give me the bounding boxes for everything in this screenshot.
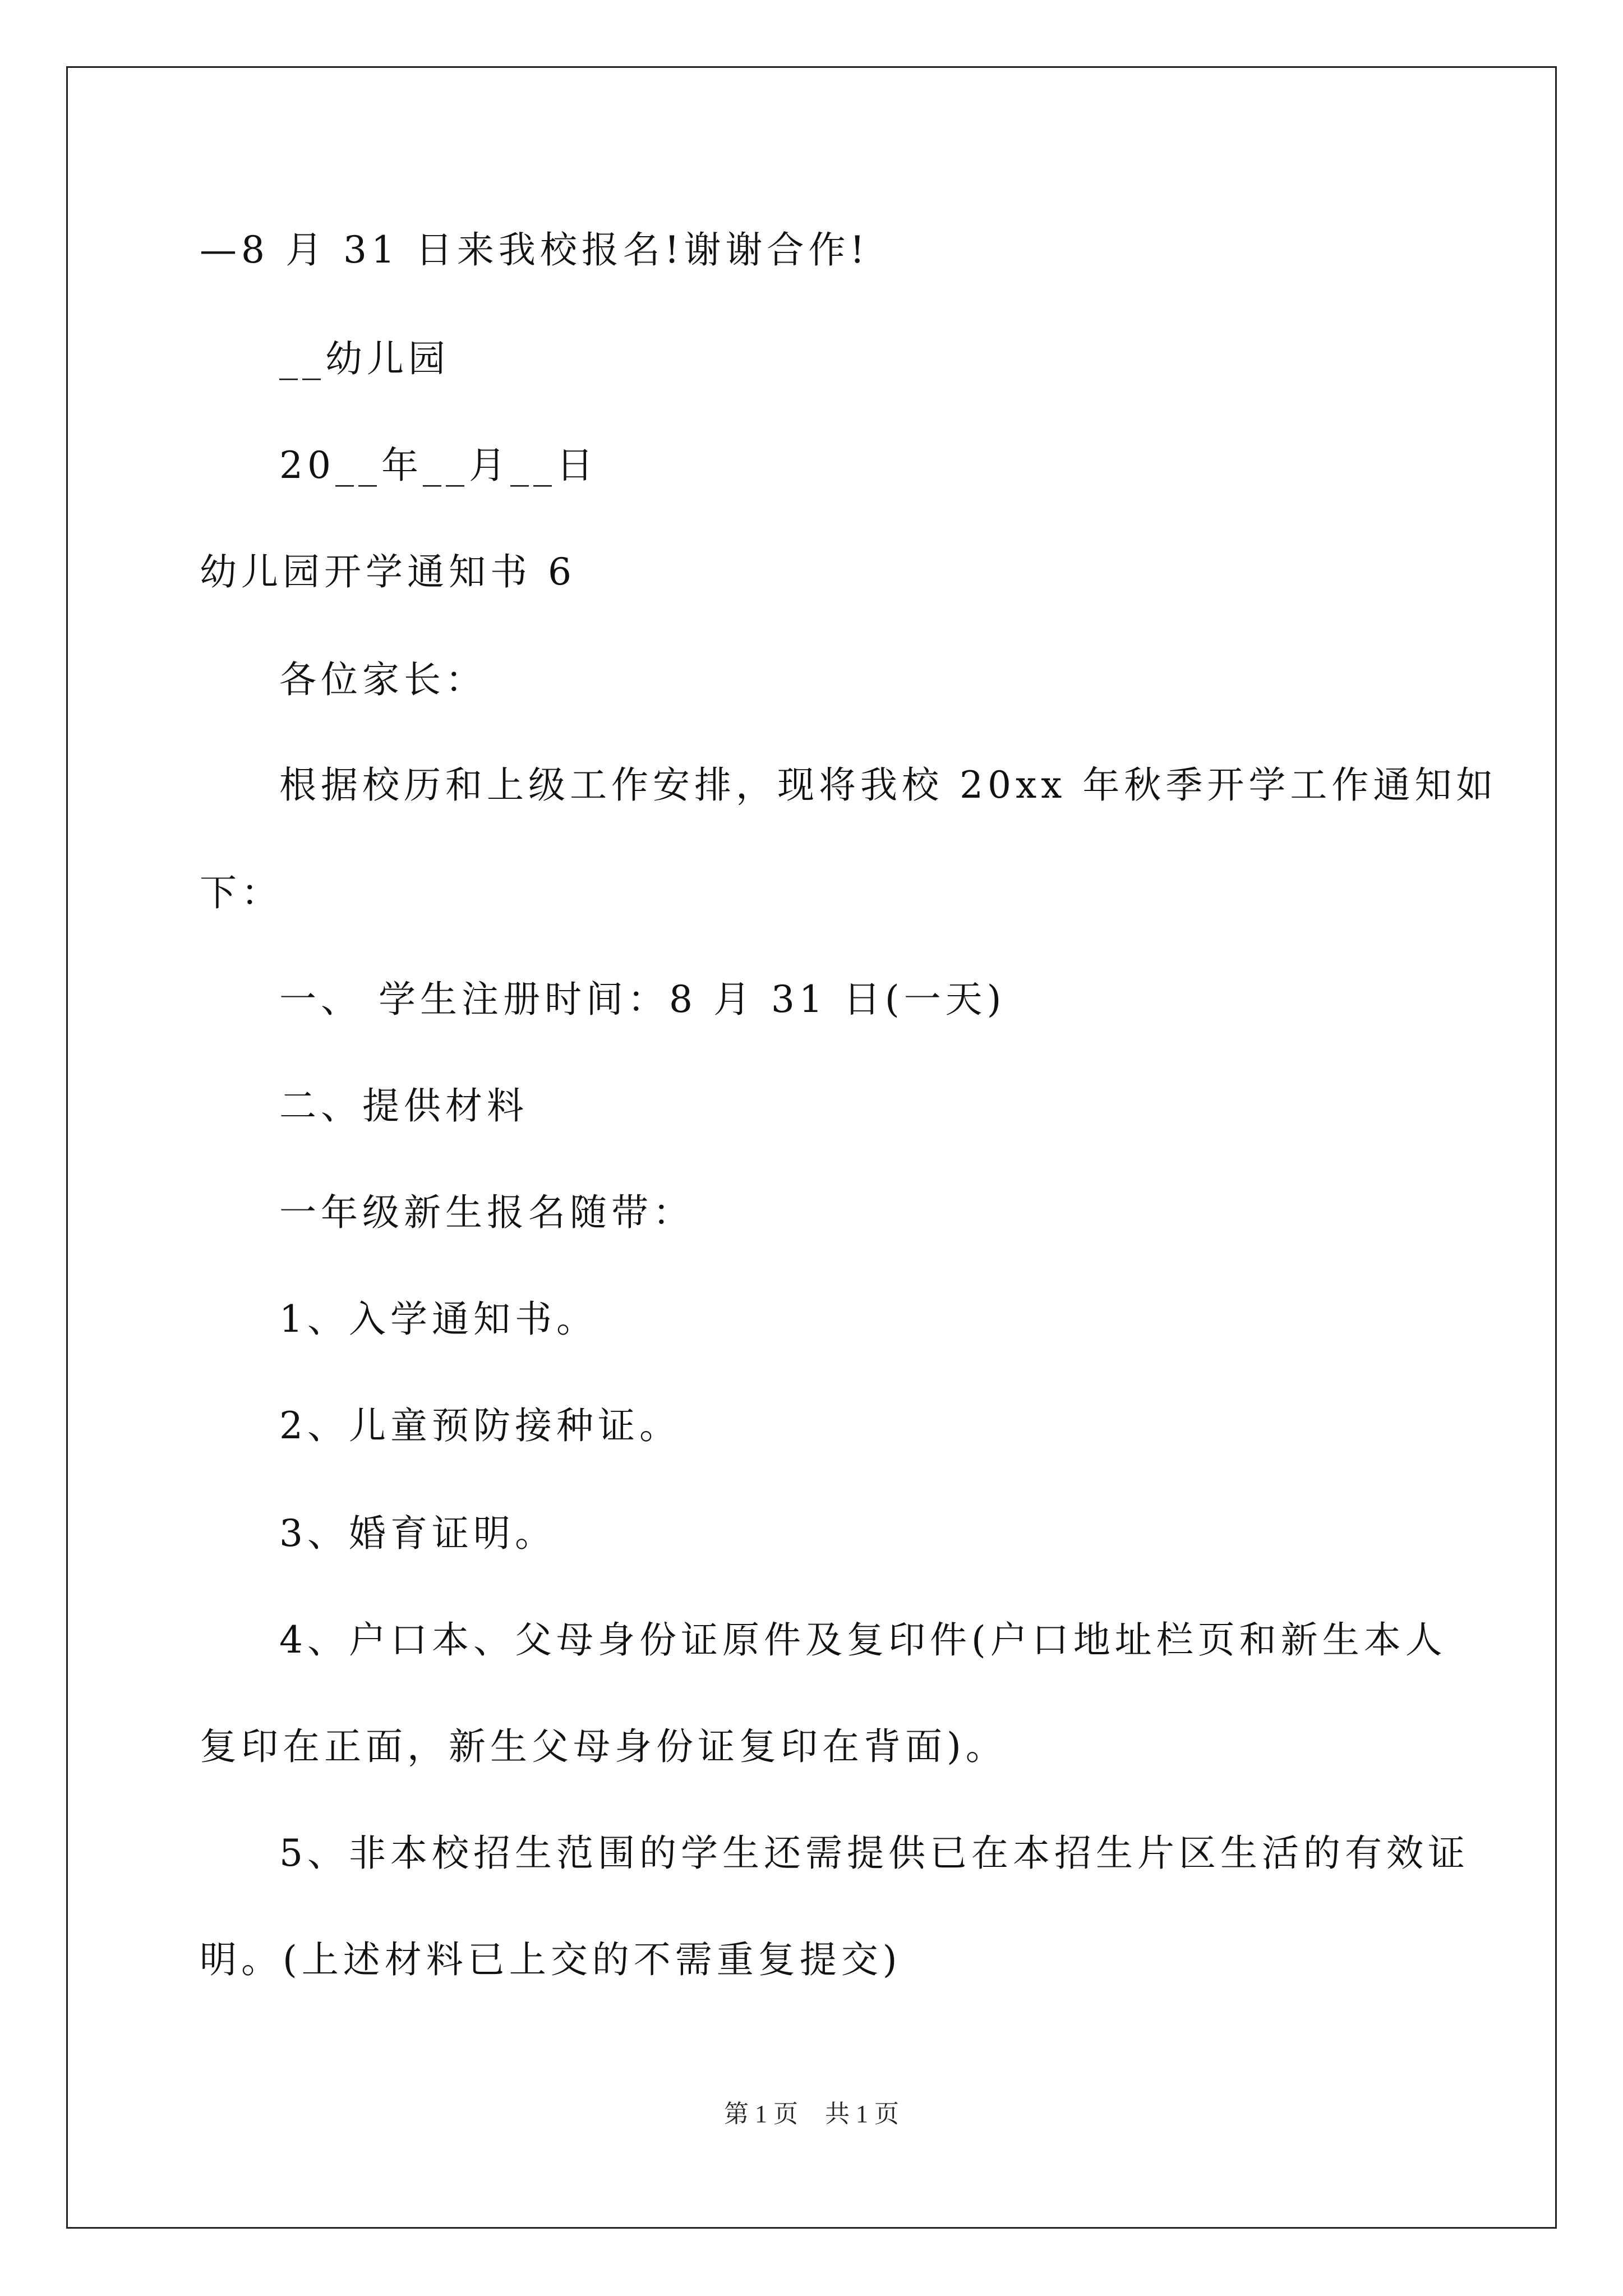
item-registration-time: 一、 学生注册时间：8 月 31 日(一天) bbox=[279, 978, 1006, 1021]
paragraph-intro-line-2: 下： bbox=[200, 871, 283, 914]
material-item-5-line-1: 5、非本校招生范围的学生还需提供已在本招生片区生活的有效证 bbox=[279, 1832, 1469, 1875]
page-total: 共 1 页 bbox=[825, 2100, 899, 2128]
page-border bbox=[66, 66, 1557, 2229]
section-heading: 幼儿园开学通知书 6 bbox=[200, 550, 576, 593]
page-number: 第 1 页 bbox=[724, 2100, 798, 2128]
text-line-kindergarten-signature: __幼儿园 bbox=[279, 337, 450, 380]
material-item-5-line-2: 明。(上述材料已上交的不需重复提交) bbox=[200, 1938, 902, 1981]
material-item-4-line-2: 复印在正面，新生父母身份证复印在背面)。 bbox=[200, 1725, 1007, 1768]
page-footer bbox=[0, 2099, 1623, 2129]
material-item-1: 1、入学通知书。 bbox=[279, 1297, 598, 1341]
materials-intro: 一年级新生报名随带： bbox=[279, 1191, 694, 1234]
text-line-date-placeholder: 20__年__月__日 bbox=[279, 444, 598, 487]
item-materials-heading: 二、提供材料 bbox=[279, 1084, 528, 1128]
text-line-registration-date: —8 月 31 日来我校报名!谢谢合作! bbox=[200, 228, 869, 272]
material-item-4-line-1: 4、户口本、父母身份证原件及复印件(户口地址栏页和新生本人 bbox=[279, 1618, 1447, 1662]
paragraph-intro-line-1: 根据校历和上级工作安排，现将我校 20xx 年秋季开学工作通知如 bbox=[279, 763, 1498, 807]
material-item-2: 2、儿童预防接种证。 bbox=[279, 1404, 681, 1447]
material-item-3: 3、婚育证明。 bbox=[279, 1512, 556, 1555]
salutation: 各位家长： bbox=[279, 658, 487, 701]
